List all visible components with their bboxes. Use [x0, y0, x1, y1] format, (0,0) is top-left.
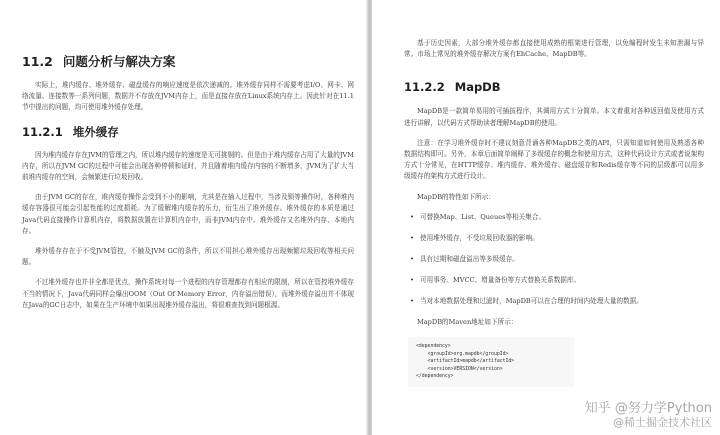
watermark-zhihu: 知乎 @努力学Python [584, 401, 712, 416]
paragraph: MapDB是一款简单易用的可插拔程序，其调用方式十分简单。本文着重对各种返回值及使用方式进行讲解，以代码方式帮助读者理解MapDB的使用。 [404, 107, 704, 127]
paragraph: 因为堆内缓存存在JVM的管理之内，所以堆内缓存的速度是无可挑剔的。但是由于堆内缓存占用了大量的JVM内存，所以在JVM GC的过程中可能会出现各种停顿和延时，并且随着堆内缓存内容的不断增多，JVM为了扩大当前堆内缓存的空间，会频繁进行垃圾回收。 [22, 150, 354, 182]
code-block [408, 337, 574, 387]
subsection-heading-offheap [22, 124, 354, 140]
subsection-number: 11.2.2 [404, 80, 445, 95]
subsection-number: 11.2.1 [22, 124, 63, 139]
paragraph: 堆外缓存存在于不受JVM管控，不触及JVM GC的条件，所以不用担心堆外缓存出现频繁垃圾回收等相关问题。 [22, 247, 354, 267]
watermark-juejin: @稀土掘金技术社区 [613, 416, 712, 429]
right-page [372, 0, 720, 435]
note-paragraph: 注意：在学习堆外缓存时不建议刻意背诵各种MapDB之类的API，只需知道如何使用及熟悉各种数据结构即可。另外，本章后面简单阐释了多级缓存的概念和使用方式，这种代码设计方式或者说架构方式十分常见，在HTTP缓存、堆内缓存、堆外缓存、磁盘缓存和Redis缓存等不同的层级都可以用多级缓存的架构方式进行设计。 [404, 138, 704, 181]
list-item: • 使用堆外缓存，不受垃圾回收器的影响。 [410, 233, 704, 244]
features-intro: MapDB的特性如下所示： [417, 192, 495, 201]
paragraph: 由于JVM GC的存在，堆内缓存操作会受到不小的影响，尤其是在插入过程中，当涉及锁等操作时，各种堆内缓存容器很可能会引起性能的过度损耗。为了缓解堆内缓存的压力，衍生出了堆外缓存。堆外缓存的本质是通过Java代码直接操作计算机内存，将数据放置在计算机内存中，而非JVM内存中。堆外缓存又名堆外内存、本地内存。 [22, 193, 354, 235]
list-item: • 可替换Map、List、Queues等相关集合。 [410, 212, 704, 223]
list-item: • 当对本地数据处理和过滤时，MapDB可以在合理的时间内处理大量的数据。 [410, 296, 704, 307]
subsection-title: MapDB [454, 80, 501, 95]
paragraph: 不过堆外缓存也并非全都是优点，操作系统对每一个进程的内存管理都存有相应的限制，所以在管控堆外缓存不当的情况下，Java代码同样会爆出OOM（Out Of Memory Error，内存溢出错误），而堆外缓存溢出并不体现在Java的GC日志中，如果在生产环境中如果出现堆外缓存溢出，将很难查找到问题根源。 [22, 278, 354, 309]
code-line: </dependency> [416, 374, 454, 380]
intro-paragraph: 实际上，堆内缓存、堆外缓存、磁盘缓存的响应速度是依次递减的。堆外缓存同样不需要考虑I/O、网卡、网络流量、连接数等一系列问题，数据并不存放在JVM内存上，而是直接存放在Linux系统内存上。因此针对在11.1节中提出的问题，均可使用堆外缓存处理。 [22, 81, 354, 112]
list-item: • 可用事务、MVCC、增量备份等方式替换关系数据库。 [410, 275, 704, 286]
section-title: 问题分析与解决方案 [62, 54, 176, 69]
code-line: <artifactId>mapdb</artifactId> [416, 359, 515, 365]
feature-list [404, 212, 704, 307]
section-number: 11.2 [22, 54, 53, 69]
code-line: <groupId>org.mapdb</groupId> [416, 351, 509, 357]
list-item: • 具有过期和磁盘溢出等多级缓存。 [410, 254, 704, 265]
code-line: <dependency> [416, 344, 451, 350]
maven-intro: MapDB的Maven地址如下所示： [417, 317, 518, 326]
intro-paragraph: 基于历史因素，大部分堆外缓存都直接使用成熟的框架进行管理，以免编程时发生未知泄漏与异常。市场上常见的堆外缓存解决方案有EhCache、MapDB等。 [404, 39, 704, 59]
subsection-heading-mapdb [404, 80, 704, 94]
code-line: <version>VERSION</version> [416, 366, 503, 372]
watermark [585, 401, 712, 429]
section-heading [22, 52, 354, 70]
subsection-title: 堆外缓存 [72, 124, 119, 139]
